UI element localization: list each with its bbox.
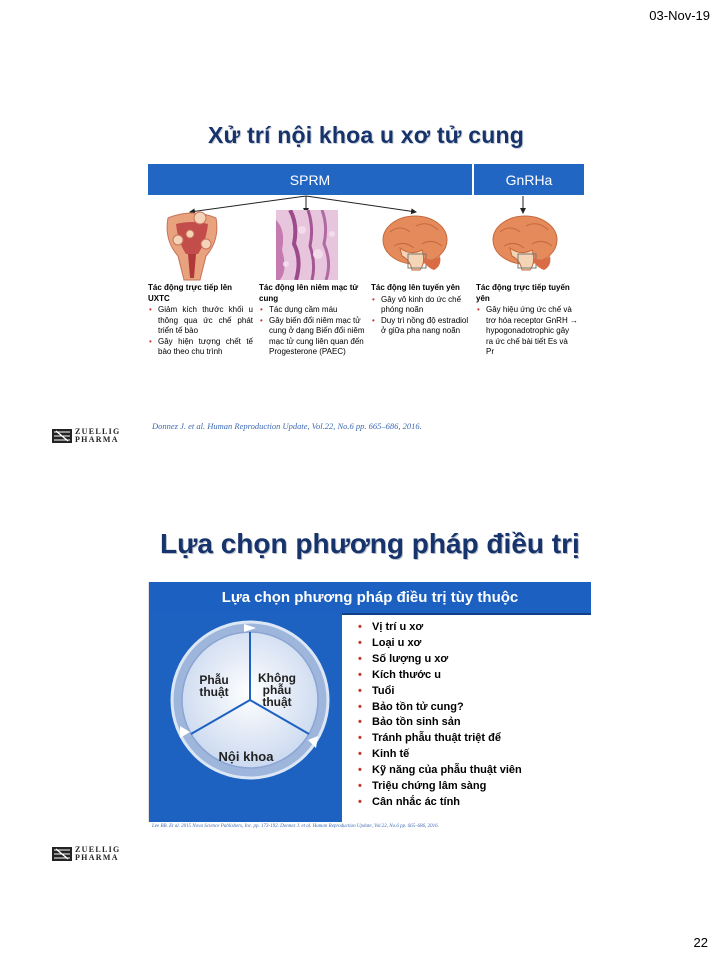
factor-item: • Kích thước u — [358, 668, 522, 684]
factor-item: • Loại u xơ — [358, 636, 522, 652]
slide2-title: Lựa chọn phương pháp điều trị — [160, 528, 580, 559]
bullet-item: • Gây vô kinh do ức chế phóng noãn — [371, 295, 470, 316]
factor-item: • Kinh tế — [358, 747, 522, 763]
endometrium-histology-image — [276, 210, 338, 280]
logo-line1: ZUELLIG — [75, 427, 121, 436]
logo-line2: PHARMA — [75, 434, 119, 444]
bullet-item: • Gây hiệu ứng ức chế và trơ hóa receptor GnRH → hypogonadotrophic gây ra ức chế bài tiết Es và Pr — [476, 305, 578, 358]
page-number: 22 — [693, 935, 708, 950]
sprm-label: SPRM — [289, 171, 331, 188]
bullet-list — [371, 295, 470, 337]
factor-item: • Bảo tồn tử cung? — [358, 700, 522, 716]
uterus-image — [162, 210, 222, 282]
surgery-label: Phẫu thuật — [199, 673, 229, 699]
factor-item: • Tuổi — [358, 684, 522, 700]
slide1-title: Xử trí nội khoa u xơ tử cung — [208, 122, 524, 148]
bullet-item: • Gây hiện tượng chết tế bào theo chu trình — [148, 337, 253, 358]
zuellig-mark-icon — [52, 847, 72, 861]
factor-item: • Cân nhắc ác tính — [358, 795, 522, 811]
factor-item: • Số lượng u xơ — [358, 652, 522, 668]
column-heading: Tác động lên niêm mạc tử cung — [259, 283, 359, 303]
gnrha-label: GnRHa — [505, 171, 553, 188]
factor-item: • Kỹ năng của phẫu thuật viên — [358, 763, 522, 779]
bullet-item: • Duy trì nồng độ estradiol ở giữa pha nang noãn — [371, 316, 470, 337]
slide1-reference: Donnez J. et al. Human Reproduction Update, Vol.22, No.6 pp. 665–686, 2016. — [152, 421, 422, 431]
effect-column — [371, 283, 476, 358]
slide2-reference: Lee BB. Et al. 2015 Nova Science Publishers, Inc. pp. 173-192. Donnez J. et al. Human Reproduction Update, Vol.22, No.6 pp. 665–686, 2016. — [152, 824, 439, 829]
logo-line1: ZUELLIG — [75, 845, 121, 854]
bullet-list — [476, 305, 578, 358]
medical-label: Nội khoa — [218, 749, 274, 764]
bullet-item: • Gây biến đổi niêm mạc tử cung ở dạng Biến đổi niêm mạc tử cung liên quan đến Progesterone (PAEC) — [259, 316, 365, 358]
panel-header: Lựa chọn phương pháp điều trị tùy thuộc — [149, 582, 591, 613]
factor-list — [358, 620, 522, 811]
bullet-item: • Giảm kích thước khối u thông qua ức chế phát triển tế bào — [148, 305, 253, 337]
zuellig-logo — [52, 846, 121, 861]
column-heading: Tác động trực tiếp tuyến yên — [476, 283, 570, 303]
bullet-item: • Tác dụng cầm máu — [259, 305, 365, 316]
column-heading: Tác động trực tiếp lên UXTC — [148, 283, 233, 303]
bullet-list — [259, 305, 365, 358]
brain-image — [380, 210, 450, 280]
treatment-bar — [148, 164, 584, 195]
effects-columns — [148, 283, 584, 358]
factor-item: • Vị trí u xơ — [358, 620, 522, 636]
date-label: 03-Nov-19 — [649, 8, 710, 23]
zuellig-mark-icon — [52, 429, 72, 443]
logo-line2: PHARMA — [75, 852, 119, 862]
column-heading: Tác động lên tuyến yên — [371, 283, 460, 292]
effect-column — [148, 283, 259, 358]
bullet-list — [148, 305, 253, 358]
effect-column — [259, 283, 371, 358]
factor-item: • Tránh phẫu thuật triệt để — [358, 731, 522, 747]
factor-item: • Bảo tồn sinh sản — [358, 715, 522, 731]
zuellig-logo — [52, 428, 121, 443]
non-surgery-label: Không phẫu thuật — [258, 671, 296, 709]
brain-image — [490, 210, 560, 280]
factor-item: • Triệu chứng lâm sàng — [358, 779, 522, 795]
effect-column — [476, 283, 584, 358]
